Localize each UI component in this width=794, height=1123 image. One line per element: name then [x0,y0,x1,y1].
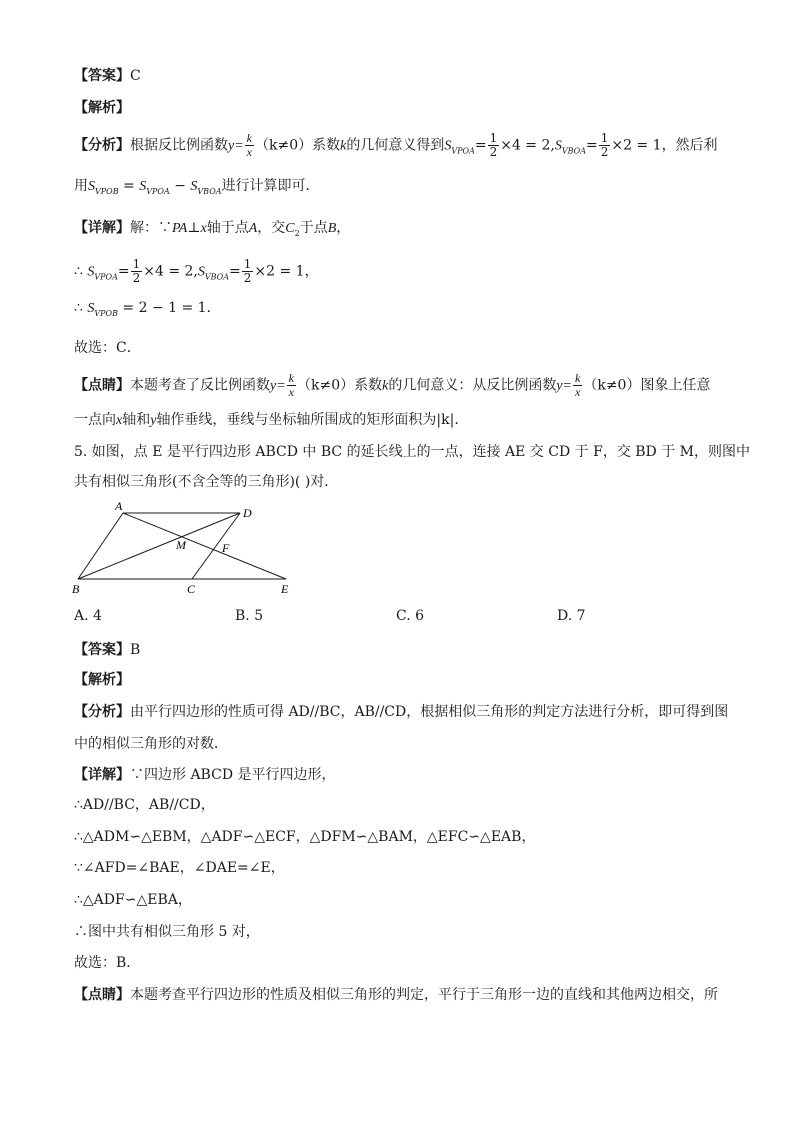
q4-analysis-text-c: 的几何意义得到 [346,137,445,154]
q5-analysis-line-1 [74,702,728,722]
q5-detail-line-1 [74,765,336,785]
q4-d-eq2: = [229,263,241,280]
q5-option-c[interactable]: C. 6 [396,608,425,624]
q4-therefore-2: ∴ [74,300,88,316]
q4-comment2-b: 轴和 [122,412,151,428]
label-a: A [115,500,123,513]
q5-comment-line-1 [74,985,718,1005]
q4-therefore-1: ∴ [74,263,88,280]
q4-d-frac1-num: 1 [132,257,141,271]
q5-stem-line-2: 共有相似三角形(不含全等的三角形)( )对． [74,474,339,490]
q4-comment2-x: x [116,413,123,428]
q4-comment-b: 系数 [354,377,383,394]
q4-comment-cond: （k≠0） [297,377,355,394]
q4-half-num: 1 [489,131,498,145]
q4-comment-c: 的几何意义：从反比例函数 [388,377,557,394]
q4-d-sub3: VPOB [94,308,118,318]
q4-eq-part2: ×4 = 2, [500,137,555,154]
q5-detail-line-6: ∴图中共有相似三角形 5 对， [74,924,260,940]
q4-d-eq1: = [117,263,130,280]
q4-func-condition: （k≠0） [255,137,313,154]
q4-comment-frac-num: k [288,371,294,385]
q5-detail-tag: 【详解】 [74,767,130,783]
q4-detail-pa: PA [172,221,188,236]
q4-detail-x: x [200,221,207,236]
q4-analysis-text: 根据反比例函数 [130,137,228,154]
q5-comment-tag: 【点睛】 [74,987,130,1003]
q4-d-part4: ×2 = 1 [254,263,305,280]
q4-detail-line-1 [74,218,350,244]
q4-comment-line-1 [74,372,710,399]
q4-d-frac1-den: 2 [132,271,141,285]
q4-k-symbol: k [340,138,347,154]
q4-detail-point-a: A [248,221,258,236]
q5-detail-line-4: ∵∠AFD=∠BAE，∠DAE=∠E， [74,860,285,876]
q4-comment-k: k [382,378,389,394]
label-d: D [243,506,252,520]
q4-half-num-2: 1 [600,131,609,145]
q4-half-fraction-2 [599,132,611,159]
q4-s-vpob: S [88,179,95,194]
q5-answer-line [74,640,140,660]
segment-ae [123,513,286,579]
q4-comment-frac [287,372,296,399]
q4-s-vboa: S [554,138,562,154]
q4-comment-y2: y= [556,378,573,394]
label-f: F [222,541,230,555]
q5-answer-value: B [130,642,141,658]
q4-analysis-line-1 [74,132,718,161]
q4-analysis-end: ，然后利 [661,137,718,154]
label-c: C [187,582,196,596]
q4-detail-e: 于点 [299,220,328,236]
q4-sub-vboa: VBOA [561,146,586,156]
q4-d-frac1 [131,258,143,285]
label-e: E [281,582,289,596]
q5-detail-text-1: ∵四边形 ABCD 是平行四边形， [130,767,336,783]
q4-detail-c: 轴于点 [206,220,249,236]
q4-half-den-2: 2 [600,145,609,159]
q5-options [74,608,714,628]
q4-func-y: y= [228,138,244,154]
q5-analysis-text-1: 由平行四边形的性质可得 AD//BC，AB//CD，根据相似三角形的判定方法进行分析，即可得到图 [130,704,729,720]
q4-d-frac2-num: 1 [243,257,252,271]
q4-answer-value: C [130,68,141,84]
q4-answer-tag: 【答案】 [74,68,130,84]
q4-d-frac2-den: 2 [243,271,252,285]
q4-eq-part4: ×2 = 1 [611,137,662,154]
q4-analysis2-minus: − [169,178,191,194]
q4-analysis2-end: 进行计算即可． [221,178,320,194]
q4-detail-d: ，交 [257,220,286,236]
q4-detail-tag: 【详解】 [74,220,130,236]
q4-comment2-a: 一点向 [74,412,116,428]
q4-comment-frac2-den: x [575,385,581,399]
q4-d-eq3: = 2 − 1 = 1 [117,300,207,316]
q5-analysis-header [74,670,130,690]
q4-analysis2-a: 用 [74,178,88,194]
q5-comment-text-1: 本题考查平行四边形的性质及相似三角形的判定，平行于三角形一边的直线和其他两边相交，所 [130,987,718,1003]
q5-choice: 故选：B． [74,955,141,971]
q4-detail-line-3 [74,298,221,324]
q5-detail-line-5: ∴△ADF∽△EBA， [74,892,192,908]
q4-d-s2: S [197,264,205,280]
q4-comment-line-2 [74,410,468,431]
q4-comment2-y: y [150,413,157,428]
q5-parallelogram-figure [68,500,304,600]
q4-eq-equals: = [474,137,487,154]
q4-d-end: ， [304,263,319,280]
q4-sub-vboa-2: VBOA [197,186,222,196]
q4-detail-point-b: B [327,221,337,236]
q4-detail-f: ， [336,220,351,236]
q4-comment-tag: 【点睛】 [74,377,130,394]
q4-detail-line-2 [74,258,319,287]
q4-comment-a: 本题考查了反比例函数 [130,377,270,394]
q4-analysis2-eq: = [118,178,140,194]
q4-analysis-header-text: 【解析】 [74,100,130,116]
q4-comment-d: 图象上任意 [640,377,711,394]
q4-func-denominator: x [246,145,252,159]
q4-comment-frac2-num: k [575,371,581,385]
q4-sub-vpob: VPOB [95,186,119,196]
q5-stem-line-1: 5. 如图，点 E 是平行四边形 ABCD 中 BC 的延长线上的一点，连接 AE 交 CD 于 F，交 BD 于 M，则图中 [74,444,751,460]
q4-s-vpoa: S [444,138,452,154]
q4-sub-vpoa: VPOA [451,146,475,156]
q5-analysis-line-2: 中的相似三角形的对数． [74,736,228,752]
q4-half-den: 2 [489,145,498,159]
q4-detail-a: 解：∵ [130,220,172,236]
q5-answer-tag: 【答案】 [74,642,130,658]
q4-analysis-header [74,98,130,118]
q4-analysis-tag: 【分析】 [74,137,130,154]
q4-func-numerator: k [246,131,252,145]
q4-comment-cond2: （k≠0） [583,377,641,394]
q4-comment2-c: 轴作垂线，垂线与坐标轴所围成的矩形面积为|k|． [156,412,469,428]
q4-s-vpoa-2: S [139,179,147,194]
q4-s-vboa-2: S [190,179,198,194]
q4-detail-c2: C [285,221,295,236]
q4-d-frac2 [242,258,254,285]
q4-d-end3: ． [206,300,221,316]
q4-d-s1: S [87,264,95,280]
q4-analysis-line-2 [74,176,320,202]
q4-detail-c2-sub: 2 [294,228,300,238]
q5-analysis-header-text: 【解析】 [74,672,130,688]
q4-eq-equals-2: = [586,137,598,154]
q4-answer-line [74,66,141,86]
label-m: M [176,538,186,552]
q4-choice: 故选：C． [74,340,141,356]
q4-sub-vpoa-2: VPOA [146,186,170,196]
q4-analysis-text-b: 系数 [312,137,341,154]
q4-half-fraction [488,132,500,159]
q4-d-part2: ×4 = 2, [143,263,198,280]
label-b: B [72,582,80,596]
q5-option-b[interactable]: B. 5 [235,608,264,624]
q4-comment-y: y= [270,378,286,394]
q5-option-a[interactable]: A. 4 [74,608,102,624]
q4-comment-frac2 [573,372,582,399]
segment-ab [78,513,123,579]
q5-detail-line-2: ∴AD//BC，AB//CD， [74,797,215,813]
q5-option-d[interactable]: D. 7 [557,608,586,624]
q5-analysis-tag: 【分析】 [74,704,130,720]
q4-func-fraction [245,132,254,159]
q4-d-s3: S [87,301,95,316]
q5-detail-line-3: ∴△ADM∽△EBM，△ADF∽△ECF，△DFM∽△BAM，△EFC∽△EAB， [74,829,536,845]
q4-d-sub2: VBOA [204,272,230,282]
q4-comment-frac-den: x [288,385,294,399]
q4-d-sub1: VPOA [94,272,118,282]
q4-detail-perp: ⊥ [187,220,201,236]
